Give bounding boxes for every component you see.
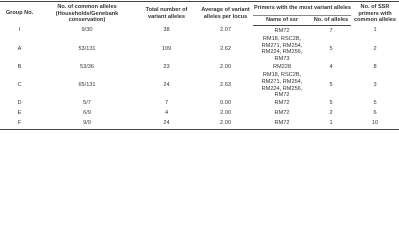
- cell-average: 2.62: [220, 45, 231, 52]
- table-row: [0, 62, 399, 72]
- header-primers-most-variant: Primers with the most variant alleles: [253, 2, 351, 16]
- header-common-alleles: No. of common alleles (Households/Genebank conservation): [39, 2, 135, 26]
- header-num-alleles: No. of alleles: [311, 16, 351, 26]
- header-group: Group No.: [0, 2, 39, 26]
- cell-common: 6/9: [83, 110, 91, 117]
- cell-common: 53/131: [78, 45, 96, 52]
- cell-alleles: 5: [329, 45, 333, 52]
- cell-markers: RM72: [253, 119, 311, 130]
- cell-markers: RM72: [274, 110, 290, 117]
- cell-total: 109: [161, 45, 172, 52]
- header-row: [0, 2, 399, 16]
- cell-common: 9/9: [39, 119, 135, 130]
- cell-common: 5/7: [83, 100, 91, 107]
- ssr-results-table: [0, 1, 399, 130]
- cell-ssr: 2: [373, 45, 377, 52]
- cell-group: F: [0, 119, 39, 130]
- cell-average: 2.00: [220, 64, 231, 71]
- cell-total: 38: [163, 27, 170, 34]
- cell-total: 24: [163, 82, 170, 89]
- cell-alleles: 2: [329, 110, 333, 117]
- cell-common: 53/36: [80, 64, 94, 71]
- cell-common: 65/131: [78, 82, 96, 89]
- cell-common: 9/30: [81, 27, 93, 34]
- table-row: [0, 119, 399, 130]
- table-row: [0, 36, 399, 62]
- table-row: [0, 72, 399, 98]
- cell-average: 2.00: [198, 119, 253, 130]
- header-total-variant-alleles: Total number of variant alleles: [135, 2, 198, 26]
- cell-ssr: 8: [373, 64, 377, 71]
- cell-ssr: 5: [373, 100, 377, 107]
- cell-markers: RM18, RSC2B, RM271, RM254, RM224, RM256, RM72: [261, 72, 303, 99]
- header-ssr-primers-common: No. of SSR primers with common alleles: [351, 2, 399, 26]
- header-average-variant-alleles: Average of variant alleles per locus: [198, 2, 253, 26]
- cell-markers: RM228: [272, 64, 292, 71]
- cell-markers: RM18, RSC2B, RM271, RM254, RM224, RM256, RM73: [261, 36, 303, 62]
- cell-markers: RM72: [274, 100, 290, 107]
- cell-ssr: 1: [373, 27, 377, 34]
- cell-ssr: 3: [373, 82, 377, 89]
- table-row: [0, 99, 399, 109]
- cell-ssr: 6: [373, 110, 377, 117]
- cell-total: 23: [163, 64, 170, 71]
- table-row: [0, 26, 399, 37]
- header-marker-name: Name of ssr: [253, 16, 311, 26]
- cell-group: D: [17, 100, 22, 107]
- cell-average: 2.00: [220, 110, 231, 117]
- cell-total: 4: [164, 110, 169, 117]
- cell-markers: RM72: [274, 27, 290, 34]
- table-row: [0, 109, 399, 119]
- cell-total: 24: [135, 119, 198, 130]
- cell-group: A: [17, 45, 22, 52]
- cell-average: 0.00: [220, 100, 231, 107]
- cell-alleles: 1: [311, 119, 351, 130]
- cell-average: 2.63: [220, 82, 231, 89]
- cell-alleles: 5: [329, 100, 333, 107]
- cell-average: 2.07: [220, 27, 231, 34]
- cell-group: E: [17, 110, 22, 117]
- cell-group: I: [18, 27, 21, 34]
- cell-ssr: 10: [351, 119, 399, 130]
- cell-alleles: 4: [329, 64, 333, 71]
- cell-alleles: 5: [329, 82, 333, 89]
- cell-group: B: [17, 64, 22, 71]
- cell-group: C: [17, 82, 22, 89]
- cell-total: 7: [164, 100, 169, 107]
- cell-alleles: 7: [329, 27, 333, 34]
